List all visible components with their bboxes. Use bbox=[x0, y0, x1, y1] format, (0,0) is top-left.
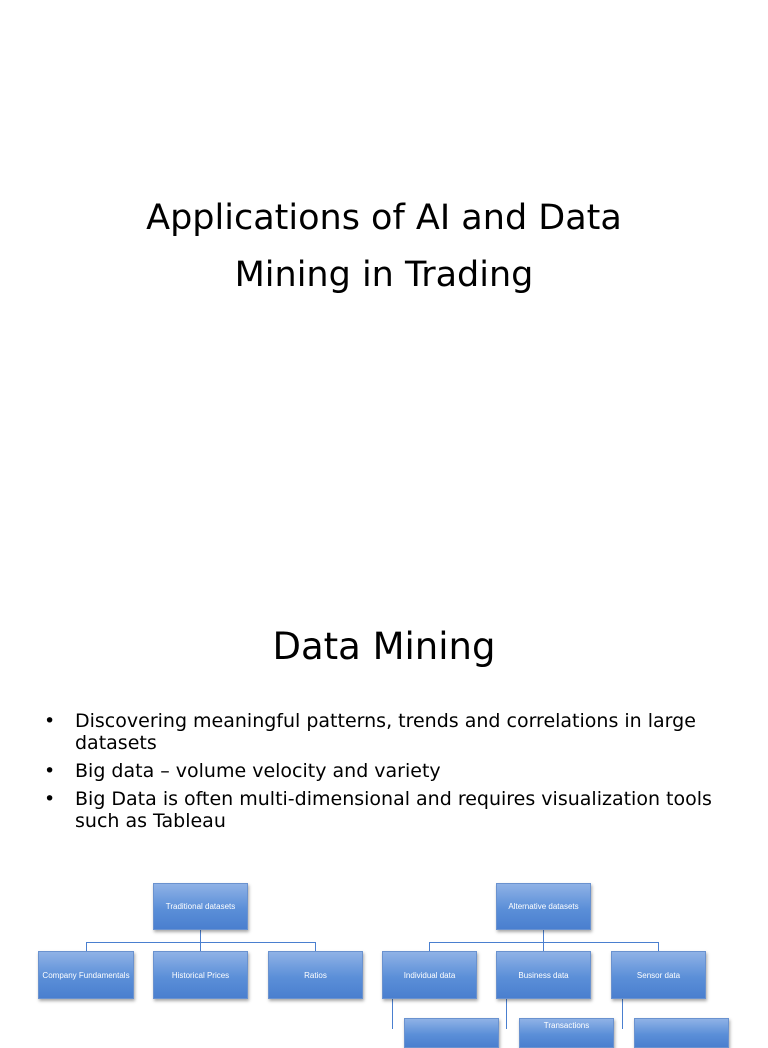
connector-line bbox=[392, 999, 393, 1029]
diagram-box-transactions: Transactions bbox=[519, 1018, 614, 1048]
slide-title bbox=[0, 190, 768, 304]
diagram-box-company-fundamentals: Company Fundamentals bbox=[38, 951, 134, 999]
bullet-item bbox=[44, 760, 734, 782]
bullet-marker: • bbox=[44, 760, 56, 782]
bullet-text: Big data – volume velocity and variety bbox=[75, 760, 441, 782]
connector-line bbox=[506, 999, 507, 1029]
diagram-box-ratios: Ratios bbox=[268, 951, 363, 999]
connector-line bbox=[543, 942, 544, 951]
slide-title-line-2: Mining in Trading bbox=[234, 255, 534, 295]
bullet-marker: • bbox=[44, 710, 56, 732]
diagram-box-sensor-data: Sensor data bbox=[611, 951, 706, 999]
connector-line bbox=[200, 942, 201, 951]
data-mining-slide bbox=[0, 576, 768, 1030]
connector-line bbox=[658, 942, 659, 951]
connector-line bbox=[429, 942, 430, 951]
diagram-box-partial bbox=[634, 1018, 729, 1048]
diagram-box-traditional-datasets: Traditional datasets bbox=[153, 883, 248, 930]
bullet-item bbox=[44, 710, 734, 754]
connector-line bbox=[315, 942, 316, 951]
bullet-item bbox=[44, 788, 734, 832]
diagram-box-individual-data: Individual data bbox=[382, 951, 477, 999]
bullet-text: Big Data is often multi-dimensional and requires visualization tools such as Tableau bbox=[75, 788, 712, 832]
diagram-box-alternative-datasets: Alternative datasets bbox=[496, 883, 591, 930]
slide-heading: Data Mining bbox=[272, 625, 496, 668]
connector-line bbox=[86, 942, 316, 943]
diagram-box-historical-prices: Historical Prices bbox=[153, 951, 248, 999]
diagram-box-partial bbox=[404, 1018, 499, 1048]
bullet-list bbox=[44, 710, 734, 838]
diagram-box-business-data: Business data bbox=[496, 951, 591, 999]
slide-title-line-1: Applications of AI and Data bbox=[146, 198, 622, 238]
bullet-marker: • bbox=[44, 788, 56, 810]
connector-line bbox=[622, 999, 623, 1029]
bullet-text: Discovering meaningful patterns, trends and correlations in large datasets bbox=[75, 710, 696, 754]
connector-line bbox=[86, 942, 87, 951]
